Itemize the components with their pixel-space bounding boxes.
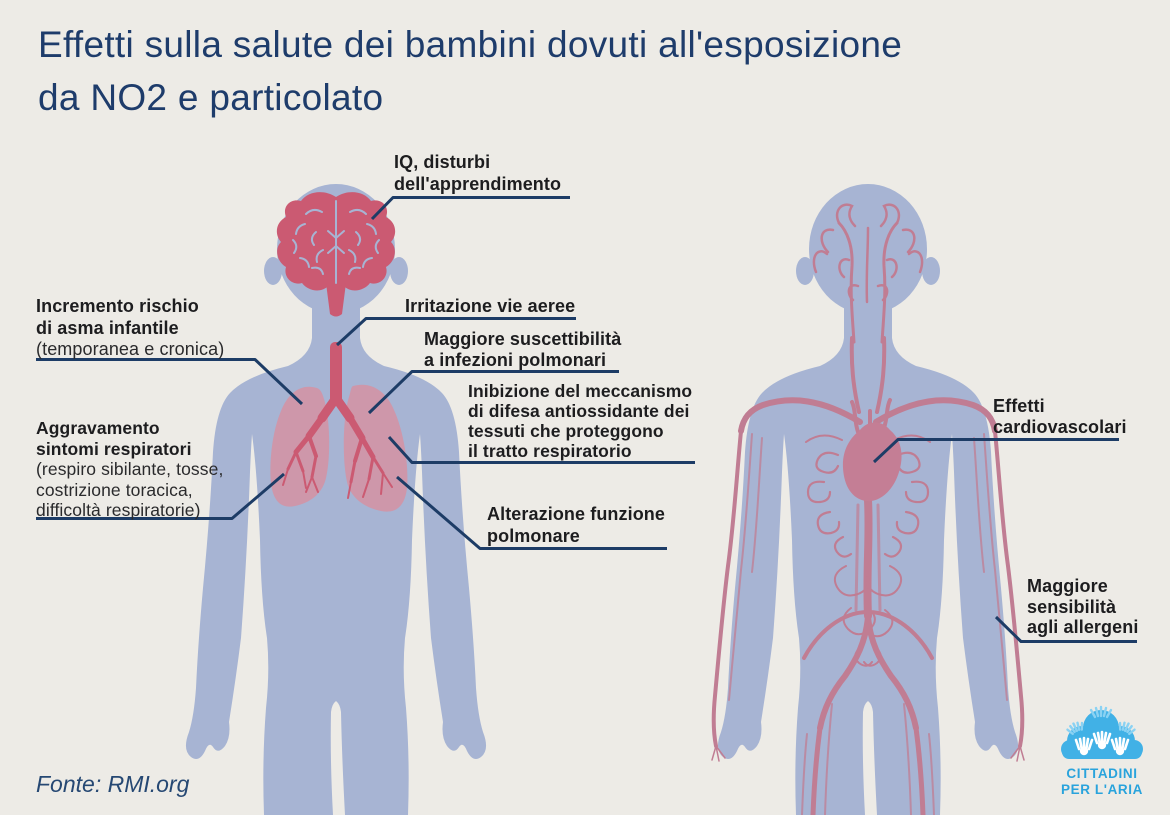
text-line: (respiro sibilante, tosse, xyxy=(36,459,224,479)
text-line: (temporanea e cronica) xyxy=(36,339,225,359)
text-line: PER L'ARIA xyxy=(1061,782,1143,797)
callout-airway-irritation xyxy=(405,296,575,317)
callout-allergens xyxy=(1027,576,1138,638)
figure-respiratory-child xyxy=(186,184,486,815)
text-line: agli allergeni xyxy=(1027,617,1139,637)
text-line: Aggravamento xyxy=(36,418,160,438)
text-line: Alterazione funzione xyxy=(487,504,666,524)
callout-respiratory-symptoms xyxy=(36,418,223,521)
text-line: il tratto respiratorio xyxy=(468,441,632,461)
callout-antioxidant-defense xyxy=(468,381,692,461)
callout-bold-text xyxy=(36,418,223,459)
source-text: Fonte: RMI.org xyxy=(36,771,190,797)
text-line: tessuti che proteggono xyxy=(468,421,664,441)
brain-illustration xyxy=(277,192,395,316)
figure-cardiovascular-child xyxy=(712,184,1024,815)
cloud-hands-icon xyxy=(1060,704,1144,764)
text-line: CITTADINI xyxy=(1066,766,1138,781)
callout-lung-function xyxy=(487,503,665,547)
text-line: cardiovascolari xyxy=(993,417,1127,437)
text-line: Maggiore suscettibilità xyxy=(424,329,622,349)
text-line: di asma infantile xyxy=(36,317,179,338)
callout-bold-text xyxy=(36,296,224,339)
text-line: difficoltà respiratorie) xyxy=(36,500,201,520)
text-line: Irritazione vie aeree xyxy=(405,296,576,316)
text-line: dell'apprendimento xyxy=(394,174,562,194)
text-line: IQ, disturbi xyxy=(394,152,491,172)
title-line: Effetti sulla salute dei bambini dovuti all'esposizione xyxy=(38,24,903,65)
text-line: Incremento rischio xyxy=(36,296,199,316)
callout-lung-infections xyxy=(424,329,621,371)
logo-text xyxy=(1056,766,1148,798)
title-line: da NO2 e particolato xyxy=(38,77,384,118)
text-line: Inibizione del meccanismo xyxy=(468,381,693,401)
callout-note-text xyxy=(36,459,223,521)
text-line: sensibilità xyxy=(1027,596,1117,617)
text-line: Effetti xyxy=(993,396,1045,416)
text-line: di difesa antiossidante dei xyxy=(468,401,690,421)
text-line: Maggiore xyxy=(1027,576,1108,596)
text-line: costrizione toracica, xyxy=(36,479,193,500)
logo-cittadini-per-laria xyxy=(1056,704,1148,798)
text-line: polmonare xyxy=(487,526,580,546)
callout-iq-learning xyxy=(394,151,561,195)
page-title xyxy=(38,18,902,124)
text-line: a infezioni polmonari xyxy=(424,350,607,370)
callout-cardiovascular xyxy=(993,396,1127,438)
callout-note-text xyxy=(36,339,224,361)
text-line: sintomi respiratori xyxy=(36,438,192,459)
callout-asthma-risk xyxy=(36,296,224,361)
